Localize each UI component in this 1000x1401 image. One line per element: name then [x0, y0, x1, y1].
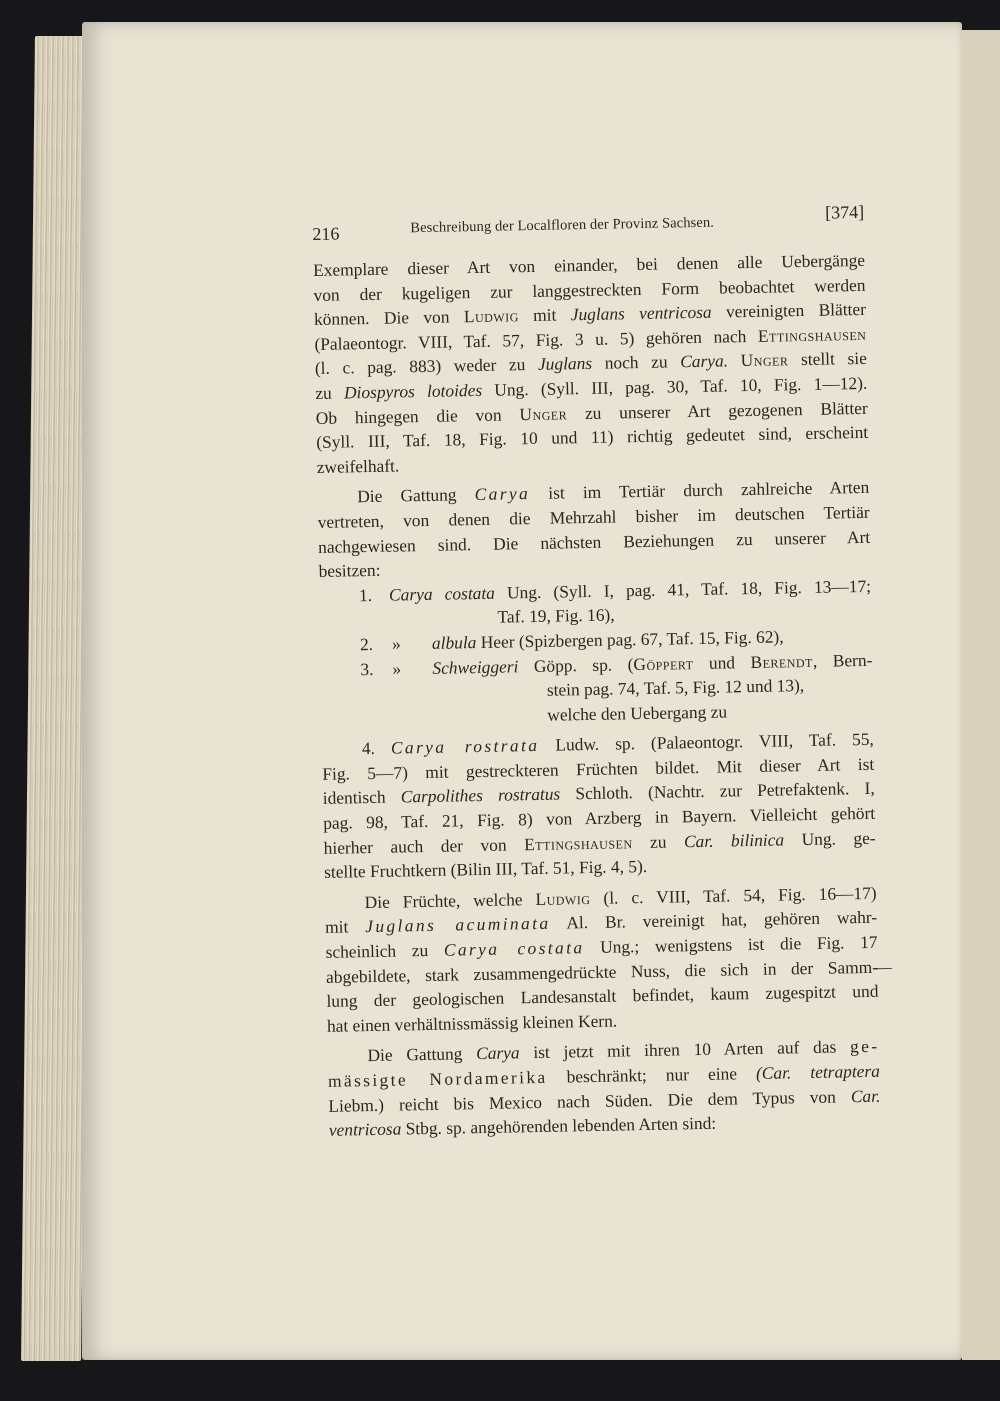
text-line: mit Juglans acuminata Al. Br. vereinigt hat, gehören wahr- — [324, 907, 878, 938]
text-line: Fig. 5—7) mit gestreckteren Früchten bildet. Mit dieser Art ist — [322, 753, 875, 784]
text-line: (l. c. pag. 883) weder zu Juglans noch zu Carya. Unger stellt sie — [314, 348, 868, 379]
text-line: Die Gattung Carya ist im Tertiär durch zahlreiche Arten — [357, 477, 870, 507]
text-line: hat einen verhältnissmässig kleinen Kern. — [326, 1010, 618, 1036]
text-line: nachgewiesen sind. Die nächsten Beziehungen zu unserer Art — [317, 526, 871, 557]
text-line: Exemplare dieser Art von einander, bei denen alle Uebergänge — [312, 249, 866, 280]
paragraph-1 — [313, 248, 869, 479]
text-line: zweifelhaft. — [316, 455, 400, 477]
page-number: 216 — [312, 223, 340, 244]
page-text — [312, 200, 893, 1143]
text-line: 4. Carya rostrata Ludw. sp. (Palaeontogr. VIII, Taf. 55, — [361, 729, 874, 759]
text-line: vertreten, von denen die Mehrzahl bisher im deutschen Tertiär — [317, 501, 870, 532]
text-line: pag. 98, Taf. 21, Fig. 8) von Arzberg in Bayern. Vielleicht gehört — [323, 802, 876, 833]
adjacent-page-edge — [962, 30, 1000, 1360]
original-page-number: [374] — [824, 201, 865, 223]
text-line: abgebildete, stark zusammengedrückte Nuss, die sich in der Samm- — — [325, 956, 893, 987]
list-item-continuation: Taf. 19, Fig. 16), — [497, 604, 615, 627]
text-line: (Syll. III, Taf. 18, Fig. 10 und 11) richtig gedeutet sind, erscheint — [316, 422, 869, 453]
running-title: Beschreibung der Localfloren der Provinz Sachsen. — [410, 214, 715, 237]
text-line: Liebm.) reicht bis Mexico nach Süden. Die dem Typus von Car. — [328, 1085, 881, 1116]
paragraph-3 — [322, 727, 877, 885]
margin-mark: — — [874, 956, 893, 977]
list-item-continuation: stein pag. 74, Taf. 5, Fig. 12 und 13), — [546, 675, 805, 700]
list-item: 1. Carya costata Ung. (Syll. I, pag. 41, Taf. 18, Fig. 13—17; — [358, 575, 872, 605]
list-item: 3. » Schweiggeri Göpp. sp. (Göppert und Berendt, Bern- — [360, 649, 873, 679]
list-item-continuation: welche den Uebergang zu — [547, 701, 728, 725]
text-line: Die Früchte, welche Ludwig (l. c. VIII, Taf. 54, Fig. 16—17) — [364, 882, 877, 912]
text-line: mässigte Nordamerika beschränkt; nur eine (Car. tetraptera — [327, 1060, 881, 1091]
text-line: zu Diospyros lotoides Ung. (Syll. III, pag. 30, Taf. 10, Fig. 1—12). — [315, 372, 868, 403]
text-line: können. Die von Ludwig mit Juglans ventricosa vereinigten Blätter — [313, 299, 867, 330]
text-line: (Palaeontogr. VIII, Taf. 57, Fig. 3 u. 5) gehören nach Ettingshausen — [314, 323, 867, 354]
text-line: Die Gattung Carya ist jetzt mit ihren 10 Arten auf das ge- — [367, 1036, 880, 1066]
species-list — [319, 574, 874, 732]
text-line: identisch Carpolithes rostratus Schloth. (Nachtr. zur Petrefaktenk. I, — [322, 778, 875, 809]
list-item: 2. » albula Heer (Spizbergen pag. 67, Taf. 15, Fig. 62), — [359, 626, 784, 655]
text-line: Ob hingegen die von Unger zu unserer Art gezogenen Blätter — [315, 397, 868, 428]
text-line: hierher auch der von Ettingshausen zu Car. bilinica Ung. ge- — [323, 827, 876, 858]
text-line: stellte Fruchtkern (Bilin III, Taf. 51, Fig. 4, 5). — [323, 856, 648, 883]
text-line: besitzen: — [318, 559, 381, 582]
text-line: ventricosa Stbg. sp. angehörenden lebenden Arten sind: — [328, 1112, 717, 1141]
text-line: scheinlich zu Carya costata Ung.; wenigstens ist die Fig. 17 — [325, 931, 878, 962]
paragraph-5 — [327, 1034, 881, 1142]
paragraph-4 — [324, 881, 893, 1039]
paragraph-2 — [317, 475, 871, 583]
text-line: lung der geologischen Landesanstalt befindet, kaum zugespitzt und — [326, 980, 879, 1012]
text-line: von der kugeligen zur langgestreckten Form beobachtet werden — [313, 274, 866, 305]
